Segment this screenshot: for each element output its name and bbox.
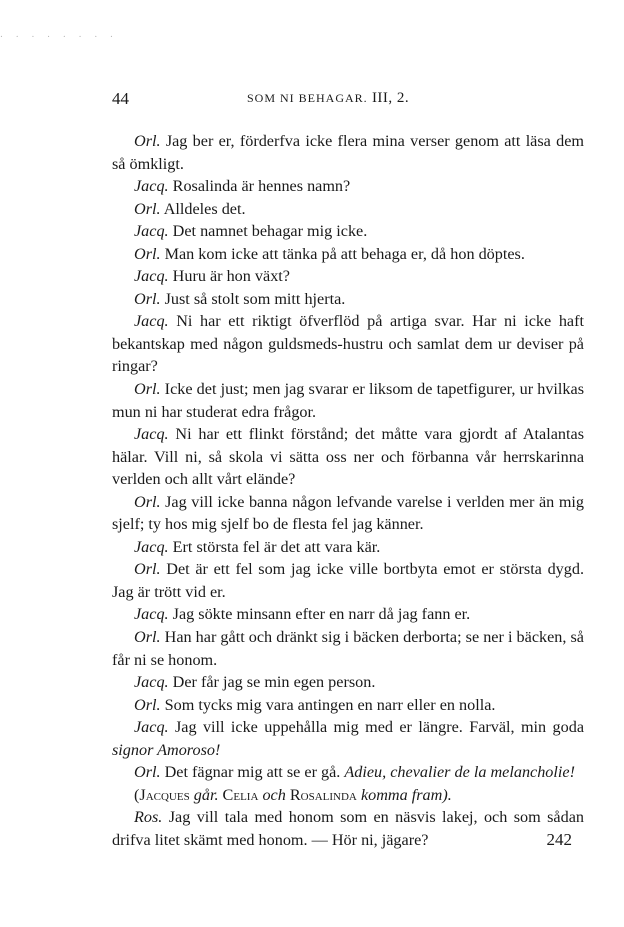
page-number: 44	[112, 89, 129, 108]
speaker: Orl.	[134, 199, 161, 218]
line-text: Det fägnar mig att se er gå.	[160, 763, 345, 782]
speaker: Jacq.	[134, 222, 169, 241]
speaker: Orl.	[134, 628, 161, 647]
character-name-celia: Celia	[222, 785, 259, 804]
dialogue-line	[112, 423, 584, 491]
speaker: Jacq.	[134, 312, 169, 331]
dialogue-line	[112, 626, 584, 671]
speaker: Orl.	[134, 492, 161, 511]
character-name-jacques: Jacques	[139, 785, 190, 804]
speaker: Ros.	[134, 808, 163, 827]
act-scene: III, 2.	[371, 90, 410, 106]
italic-phrase: signor Amoroso!	[112, 740, 221, 759]
dialogue-body	[112, 130, 584, 852]
line-text: Han har gått och dränkt sig i bäcken derborta; se ner i bäcken, så får ni se honom.	[112, 628, 584, 669]
dialogue-line	[112, 243, 584, 266]
line-text: Det är ett fel som jag icke ville bortbyta emot er största dygd. Jag är trött vid er.	[112, 560, 584, 601]
line-text: Jag vill icke banna någon lefvande varelse i verlden mer än mig sjelf; ty hos mig sjelf bo de flesta fel jag känner.	[112, 492, 584, 534]
stage-verb: går.	[189, 785, 219, 804]
stage-conjunction: och	[258, 785, 290, 804]
italic-phrase: Adieu, chevalier de la melancholie!	[344, 763, 575, 782]
speaker: Orl.	[134, 695, 161, 714]
dialogue-line	[112, 310, 584, 378]
speaker: Jacq.	[134, 425, 169, 444]
line-text: Jag vill tala med honom som en näsvis lakej, och som sådan drifva litet skämt med honom. — Hör ni, jägare?	[112, 808, 584, 849]
speaker: Orl.	[134, 763, 161, 782]
scan-artifact-dots: . . . . . . . .	[0, 30, 118, 40]
speaker: Jacq.	[134, 673, 169, 692]
speaker: Orl.	[134, 244, 161, 263]
dialogue-line	[112, 558, 584, 603]
speaker: Orl.	[134, 289, 161, 308]
stage-verb-enter: komma fram).	[356, 785, 452, 804]
line-text: Rosalinda är hennes namn?	[168, 177, 351, 196]
running-title	[247, 90, 409, 107]
speaker: Jacq.	[134, 718, 169, 737]
line-text: Ni har ett flinkt förstånd; det måtte vara gjordt af Atalantas hälar. Vill ni, så skola vi sätta oss ner och förbanna vår herrskarinna verlden och allt vårt elände?	[112, 425, 584, 489]
line-text: Huru är hon växt?	[168, 267, 290, 286]
dialogue-line	[112, 288, 584, 311]
speaker: Jacq.	[134, 177, 169, 196]
dialogue-line	[112, 806, 584, 851]
line-text: Det namnet behagar mig icke.	[168, 222, 368, 241]
line-text: Jag sökte minsann efter en narr då jag fann er.	[168, 605, 471, 624]
dialogue-line	[112, 378, 584, 423]
signature-mark: 242	[546, 830, 572, 849]
dialogue-line	[112, 536, 584, 559]
dialogue-line	[112, 198, 584, 221]
line-text: Alldeles det.	[160, 199, 246, 218]
page-header	[112, 89, 584, 113]
dialogue-line	[112, 694, 584, 717]
dialogue-line	[112, 603, 584, 626]
dialogue-line	[112, 716, 584, 761]
dialogue-line	[112, 671, 584, 694]
speaker: Jacq.	[134, 605, 169, 624]
dialogue-line	[112, 265, 584, 288]
line-text: Icke det just; men jag svarar er liksom de tapetfigurer, ur hvilkas mun ni har studerat edra frågor.	[112, 380, 584, 421]
dialogue-line	[112, 761, 584, 784]
line-text: Jag vill icke uppehålla mig med er längre. Farväl, min goda	[168, 718, 584, 737]
line-text: Jag ber er, förderfva icke flera mina verser genom att läsa dem så ömkligt.	[112, 132, 584, 173]
speaker: Orl.	[134, 132, 161, 150]
line-text: Man kom icke att tänka på att behaga er, då hon döptes.	[160, 244, 525, 263]
dialogue-line	[112, 175, 584, 198]
line-text: Som tycks mig vara antingen en narr eller en nolla.	[160, 695, 496, 714]
dialogue-line	[112, 130, 584, 175]
speaker: Orl.	[134, 560, 161, 579]
dialogue-line	[112, 220, 584, 243]
speaker: Jacq.	[134, 537, 169, 556]
character-name-rosalinda: Rosalinda	[289, 785, 357, 804]
running-title-text: SOM NI BEHAGAR.	[247, 91, 368, 105]
speaker: Jacq.	[134, 267, 169, 286]
line-text: Ert största fel är det att vara kär.	[168, 537, 381, 556]
speaker: Orl.	[134, 380, 161, 399]
stage-paren-open: (	[134, 785, 140, 804]
line-text: Just så stolt som mitt hjerta.	[160, 289, 346, 308]
line-text: Ni har ett riktigt öfverflöd på artiga svar. Har ni icke haft bekantskap med någon guldsmeds-hustru och samlat dem ur deviser på ringar?	[112, 312, 584, 376]
line-text: Der får jag se min egen person.	[168, 673, 376, 692]
stage-direction	[112, 784, 584, 807]
dialogue-line	[112, 491, 584, 536]
